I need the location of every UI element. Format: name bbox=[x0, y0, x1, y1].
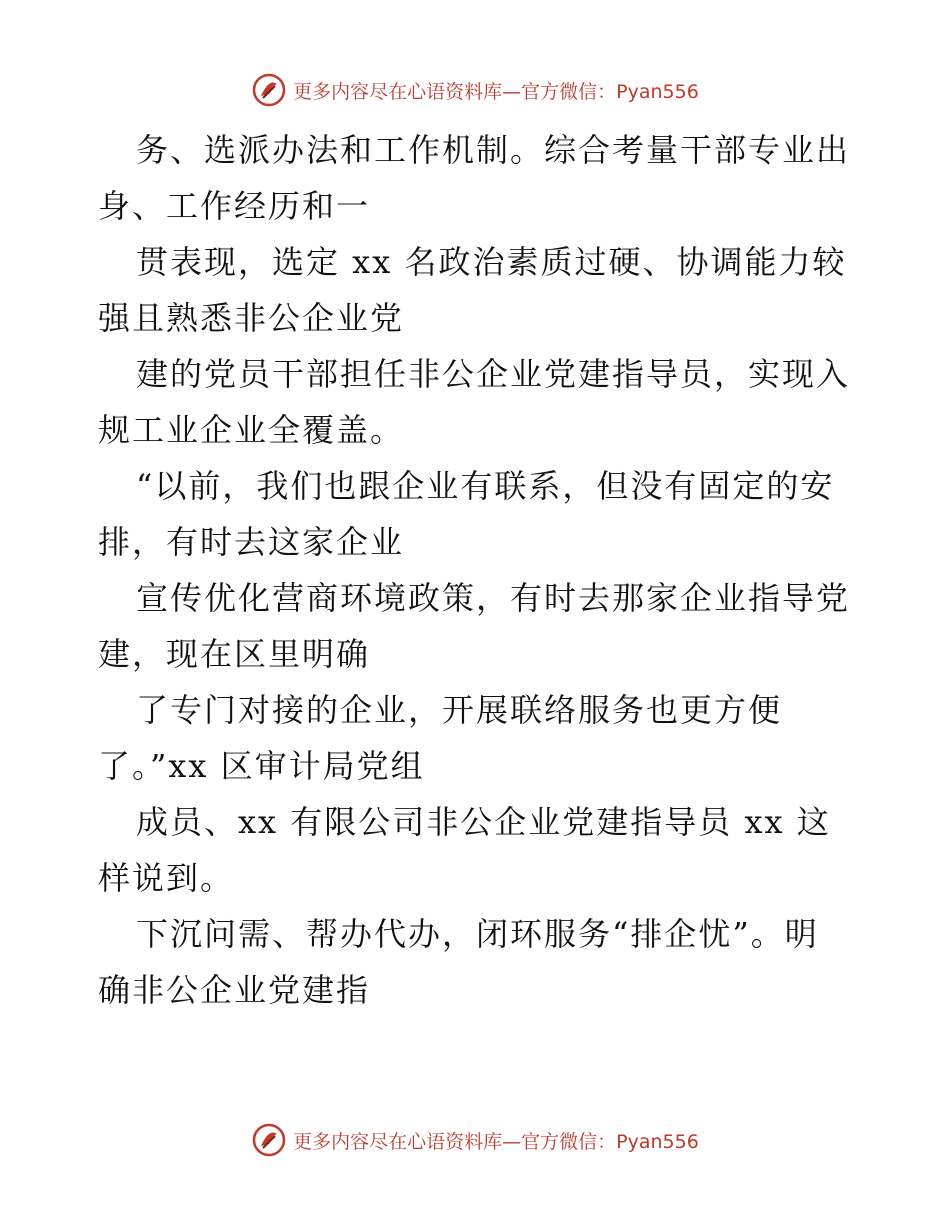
header-text: 更多内容尽在心语资料库—官方微信：Pyan556 bbox=[293, 80, 699, 103]
header-banner bbox=[0, 70, 950, 110]
brand-logo-icon bbox=[251, 72, 287, 108]
text-line: 强且熟悉非公企业党 bbox=[98, 299, 405, 337]
footer-text: 更多内容尽在心语资料库—官方微信：Pyan556 bbox=[293, 1130, 699, 1153]
text-line: 身、工作经历和一 bbox=[98, 187, 371, 225]
text-line: 贯表现，选定 xx 名政治素质过硬、协调能力较 bbox=[136, 243, 847, 281]
text-line: 务、选派办法和工作机制。综合考量干部专业出 bbox=[136, 131, 851, 169]
text-line: 排，有时去这家企业 bbox=[98, 523, 405, 561]
brand-logo-icon bbox=[251, 1122, 287, 1158]
text-line: 建，现在区里明确 bbox=[98, 635, 371, 673]
text-line: 建的党员干部担任非公企业党建指导员，实现入 bbox=[136, 355, 851, 393]
footer-banner bbox=[0, 1120, 950, 1160]
text-line: 下沉问需、帮办代办，闭环服务“排企忧”。明 bbox=[136, 915, 819, 953]
text-line: 成员、xx 有限公司非公企业党建指导员 xx 这 bbox=[136, 803, 831, 841]
text-line: 了。”xx 区审计局党组 bbox=[98, 747, 425, 785]
text-line: “以前，我们也跟企业有联系，但没有固定的安 bbox=[136, 467, 835, 505]
document-body bbox=[98, 122, 858, 1018]
text-line: 规工业企业全覆盖。 bbox=[98, 411, 405, 449]
text-line: 样说到。 bbox=[98, 859, 235, 897]
text-line: 确非公企业党建指 bbox=[98, 971, 371, 1009]
text-line: 宣传优化营商环境政策，有时去那家企业指导党 bbox=[136, 579, 851, 617]
text-line: 了专门对接的企业，开展联络服务也更方便 bbox=[136, 691, 783, 729]
